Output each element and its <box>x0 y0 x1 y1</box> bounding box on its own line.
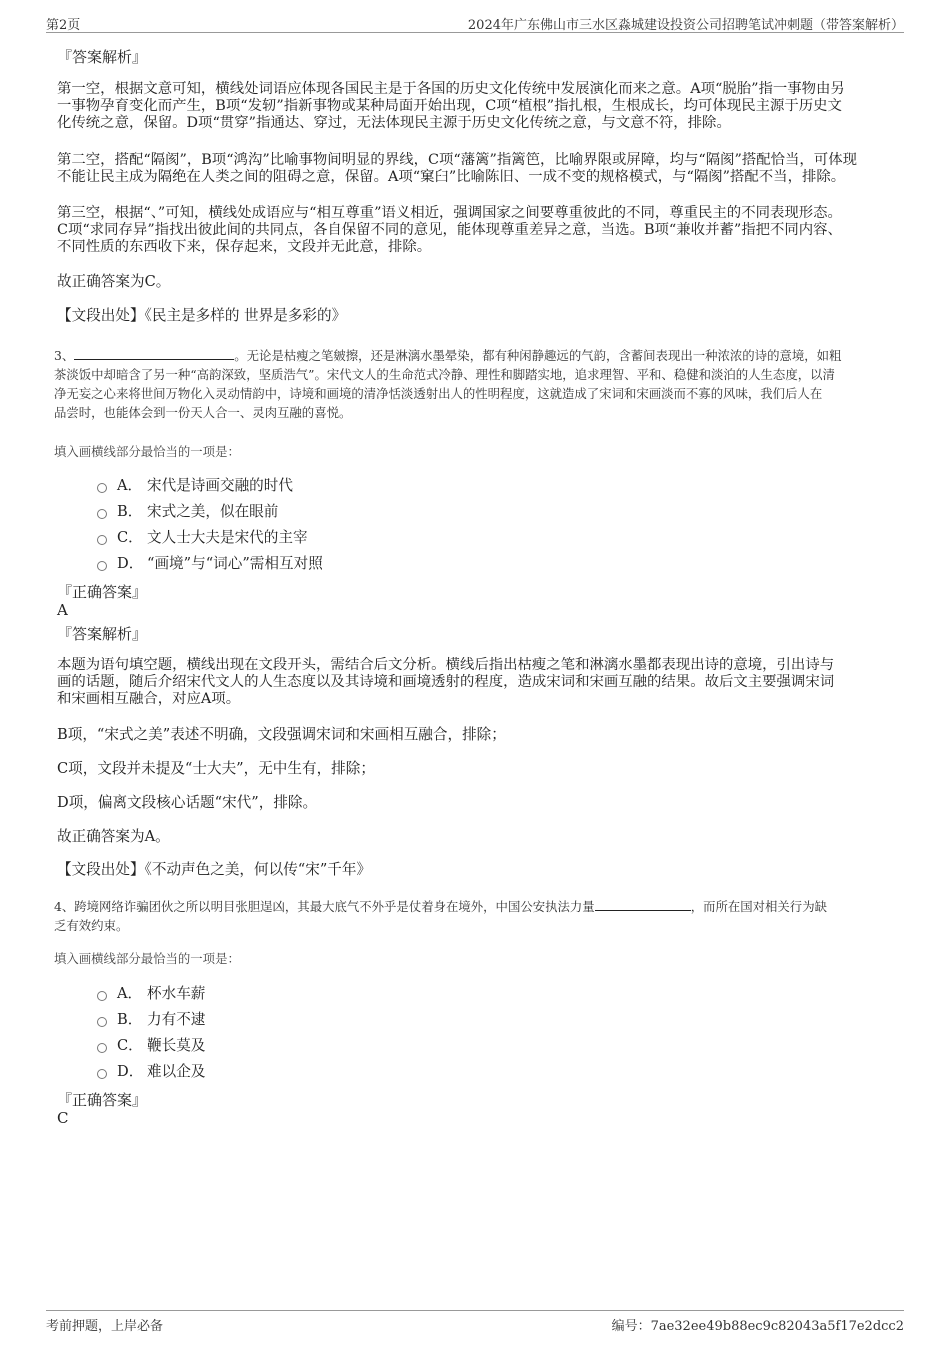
q3-analysis-a4: D项，偏离文段核心话题“宋代”，排除。 <box>57 794 318 811</box>
q4-number: 4、 <box>54 899 75 914</box>
q4-stem: 4、跨境网络诈骗团伙之所以明目张胆逞凶，其最大底气不外乎是仗着身在境外，中国公安执法力量 ，而所在国对相关行为缺 乏有效约束。 <box>54 899 827 933</box>
q3-option-c[interactable]: C． 文人士大夫是宋代的主宰 <box>97 525 893 551</box>
q2-analysis-p2: 第二空，搭配“隔阂”，B项“鸿沟”比喻事物间明显的界线，C项“藩篱”指篱笆，比喻界限或屏障，均与“隔阂”搭配恰当，可体现 不能让民主成为隔绝在人类之间的阻碍之意，保留。A项“窠臼”比喻陈旧、一成不变的规格模式，与“隔阂”搭配不当，排除。 <box>57 152 857 185</box>
q4-option-c[interactable]: C． 鞭长莫及 <box>97 1033 893 1059</box>
page-header <box>46 14 904 33</box>
q2-analysis-tag: 『答案解析』 <box>57 48 148 66</box>
q3-analysis-a3: C项，文段并未提及“士大夫”，无中生有，排除； <box>57 760 375 777</box>
radio-icon[interactable] <box>97 1043 107 1053</box>
q4-option-b[interactable]: B． 力有不逮 <box>97 1007 893 1033</box>
q2-analysis-p1: 第一空，根据文意可知，横线处词语应体现各国民主是于各国的历史文化传统中发展演化而来之意。A项“脱胎”指一事物由另 一事物孕育变化而产生，B项“发轫”指新事物或某种局面开始出现，C项“植根”指扎根，生根成长，均可体现民主源于历史文 化传统之意，保留。D项“贯穿”指通达、穿过，无法体现民主源于历史文化传统之意，与文意不符，排除。 <box>57 81 845 131</box>
q3-options <box>97 473 893 577</box>
q4-prompt: 填入画横线部分最恰当的一项是： <box>54 951 240 966</box>
q4-option-a[interactable]: A． 杯水车薪 <box>97 981 893 1007</box>
page-number: 第2页 <box>46 18 81 33</box>
q3-option-a[interactable]: A． 宋代是诗画交融的时代 <box>97 473 893 499</box>
q3-answer: A <box>57 601 68 619</box>
radio-icon[interactable] <box>97 1069 107 1079</box>
q3-number: 3、 <box>54 348 75 363</box>
page-footer <box>46 1310 904 1335</box>
q4-answer: C <box>57 1109 69 1127</box>
footer-slogan: 考前押题，上岸必备 <box>46 1319 164 1334</box>
document-title: 2024年广东佛山市三水区淼城建设投资公司招聘笔试冲刺题（带答案解析） <box>467 18 904 33</box>
q3-conclusion: 故正确答案为A。 <box>57 828 170 845</box>
radio-icon[interactable] <box>97 509 107 519</box>
q2-source: 【文段出处】《民主是多样的 世界是多彩的》 <box>57 307 347 324</box>
radio-icon[interactable] <box>97 483 107 493</box>
q2-conclusion: 故正确答案为C。 <box>57 273 171 290</box>
q3-stem: 3、 。无论是枯瘦之笔皴擦，还是淋漓水墨晕染，都有种闲静趣远的气韵，含蓄间表现出一种浓浓的诗的意境，如粗 茶淡饭中却暗含了另一种“高韵深致，坚质浩气”。宋代文人的生命范式冷静、理性和脚踏实地，追求理智、平和、稳健和淡泊的人生态度，以清 净无妄之心来将世间万物化入灵动情韵中，诗境和画境的清净恬淡透射出人的性明程度，这就造成了宋词和宋画淡而不寡的风味，我们后人在 品尝时，也能体会到一份天人合一、灵肉互融的喜悦。 <box>54 348 842 420</box>
q3-analysis-a1: 本题为语句填空题，横线出现在文段开头，需结合后文分析。横线后指出枯瘦之笔和淋漓水墨都表现出诗的意境，引出诗与 画的话题，随后介绍宋代文人的人生态度以及其诗境和画境透射的程度，造成宋词和宋画互融的结果。故后文主要强调宋词 和宋画相互融合，对应A项。 <box>57 657 835 707</box>
q3-blank <box>74 347 234 360</box>
radio-icon[interactable] <box>97 991 107 1001</box>
q3-option-d[interactable]: D． “画境”与“词心”需相互对照 <box>97 551 893 577</box>
q4-options <box>97 981 893 1085</box>
q3-prompt: 填入画横线部分最恰当的一项是： <box>54 444 240 459</box>
q3-analysis-tag: 『答案解析』 <box>57 625 148 643</box>
radio-icon[interactable] <box>97 561 107 571</box>
q4-blank <box>595 898 691 911</box>
radio-icon[interactable] <box>97 1017 107 1027</box>
q4-answer-tag: 『正确答案』 <box>57 1091 148 1109</box>
q2-analysis-p3: 第三空，根据“、”可知，横线处成语应与“相互尊重”语义相近，强调国家之间要尊重彼此的不同，尊重民主的不同表现形态。 C项“求同存异”指找出彼此间的共同点，各自保留不同的意见，能体现尊重差异之意，当选。B项“兼收并蓄”指把不同内容、 不同性质的东西收下来，保存起来，文段并无此意，排除。 <box>57 205 842 255</box>
q3-option-b[interactable]: B． 宋式之美，似在眼前 <box>97 499 893 525</box>
q3-answer-tag: 『正确答案』 <box>57 583 148 601</box>
q4-option-d[interactable]: D． 难以企及 <box>97 1059 893 1085</box>
radio-icon[interactable] <box>97 535 107 545</box>
document-id: 编号：7ae32ee49b88ec9c82043a5f17e2dcc2 <box>611 1319 904 1334</box>
q3-analysis-a2: B项，“宋式之美”表述不明确，文段强调宋词和宋画相互融合，排除； <box>57 726 506 743</box>
q3-source: 【文段出处】《不动声色之美，何以传“宋”千年》 <box>57 861 372 878</box>
